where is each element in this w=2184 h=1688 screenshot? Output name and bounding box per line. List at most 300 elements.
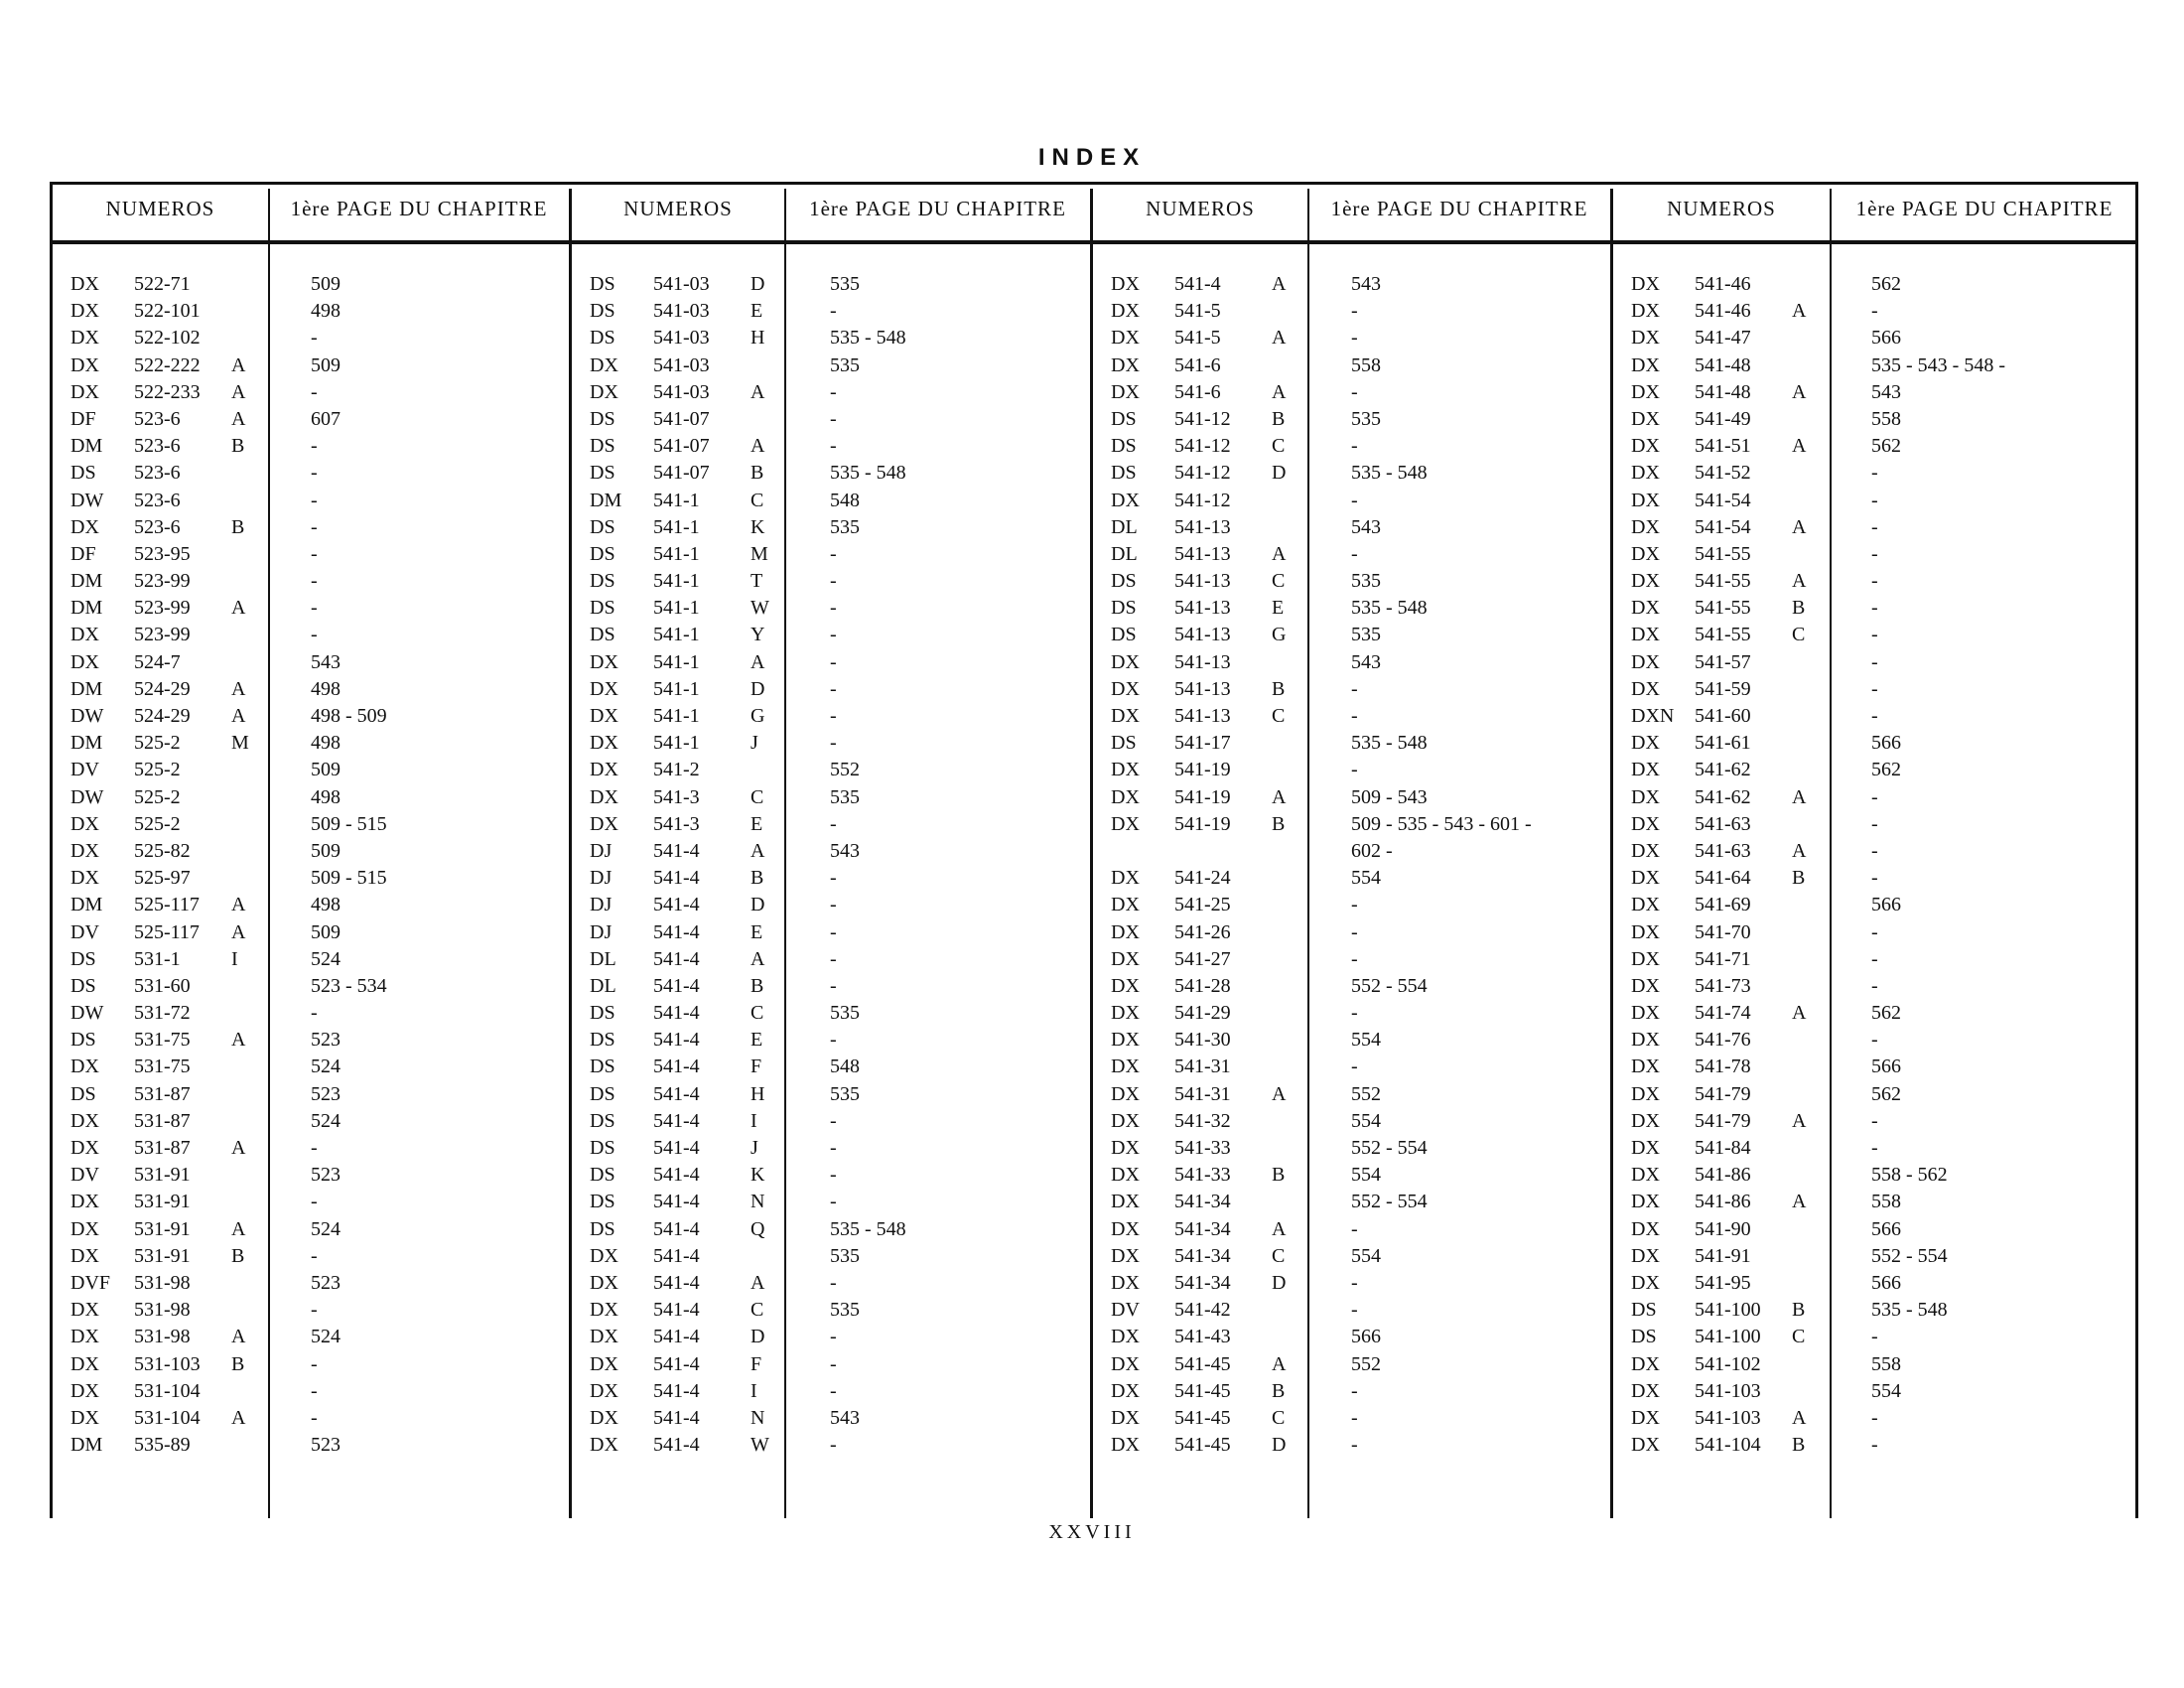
series-prefix: DX — [590, 705, 618, 727]
series-prefix: DF — [70, 407, 96, 430]
index-column-3 — [1093, 271, 1619, 1512]
chapter-page: - — [311, 570, 318, 593]
series-prefix: DX — [70, 1379, 99, 1402]
part-number: 541-51 — [1695, 435, 1751, 458]
chapter-page: - — [830, 920, 837, 943]
part-number: 541-12 — [1174, 489, 1231, 511]
part-number: 541-24 — [1174, 867, 1231, 890]
chapter-page: - — [1871, 1109, 1878, 1132]
chapter-page: - — [830, 1271, 837, 1294]
part-number: 541-1 — [653, 732, 700, 755]
part-suffix: C — [1792, 624, 1806, 646]
chapter-page: 535 — [830, 785, 860, 808]
chapter-page: - — [1351, 705, 1358, 727]
part-suffix: A — [1792, 785, 1807, 808]
series-prefix: DX — [590, 1244, 618, 1267]
part-number: 541-71 — [1695, 947, 1751, 970]
part-number: 541-12 — [1174, 435, 1231, 458]
chapter-page: 558 - 562 — [1871, 1164, 1948, 1187]
series-prefix: DX — [70, 1055, 99, 1078]
part-suffix: G — [1272, 624, 1287, 646]
chapter-page: 524 — [311, 947, 341, 970]
part-suffix: E — [1272, 597, 1285, 620]
index-row — [53, 919, 579, 946]
part-number: 541-59 — [1695, 677, 1751, 700]
index-row — [1093, 1081, 1619, 1108]
part-suffix: N — [751, 1191, 765, 1213]
chapter-page: 562 — [1871, 273, 1901, 295]
index-row — [53, 865, 579, 892]
chapter-page: 535 - 548 — [830, 462, 906, 485]
part-number: 541-4 — [653, 894, 700, 916]
index-row — [1613, 973, 2139, 1000]
part-suffix: A — [1792, 570, 1807, 593]
part-suffix: B — [1272, 407, 1286, 430]
series-prefix: DX — [70, 839, 99, 862]
index-row — [53, 433, 579, 460]
series-prefix: DVF — [70, 1271, 111, 1294]
page-title: INDEX — [1037, 144, 1147, 171]
series-prefix: DX — [1631, 677, 1660, 700]
part-suffix: A — [231, 677, 246, 700]
part-number: 541-4 — [653, 1109, 700, 1132]
index-row — [1093, 488, 1619, 514]
series-prefix: DM — [70, 677, 103, 700]
index-row — [1093, 1324, 1619, 1350]
index-row — [53, 622, 579, 648]
series-prefix: DX — [1631, 650, 1660, 673]
part-suffix: A — [751, 1271, 765, 1294]
part-suffix: E — [751, 1029, 763, 1052]
series-prefix: DS — [590, 435, 615, 458]
part-number: 541-45 — [1174, 1434, 1231, 1457]
index-row — [53, 946, 579, 973]
series-prefix: DS — [1111, 435, 1137, 458]
chapter-page: - — [1351, 1434, 1358, 1457]
chapter-page: - — [830, 677, 837, 700]
part-number: 522-71 — [134, 273, 191, 295]
chapter-page: - — [311, 1191, 318, 1213]
chapter-page: - — [830, 1379, 837, 1402]
series-prefix: DX — [1111, 353, 1140, 376]
index-row — [1093, 1243, 1619, 1270]
index-row — [1613, 595, 2139, 622]
chapter-page: 558 — [1871, 407, 1901, 430]
series-prefix: DX — [1631, 273, 1660, 295]
part-suffix: C — [751, 785, 764, 808]
part-number: 541-6 — [1174, 353, 1221, 376]
chapter-page: 509 - 515 — [311, 867, 387, 890]
chapter-page: 552 — [830, 759, 860, 781]
series-prefix: DX — [1631, 597, 1660, 620]
index-row — [53, 352, 579, 379]
part-number: 541-13 — [1174, 624, 1231, 646]
part-number: 541-90 — [1695, 1217, 1751, 1240]
index-row — [53, 811, 579, 838]
index-row — [53, 488, 579, 514]
series-prefix: DM — [70, 435, 103, 458]
series-prefix: DX — [70, 1352, 99, 1375]
chapter-page: - — [1351, 542, 1358, 565]
index-row — [53, 838, 579, 865]
part-number: 541-03 — [653, 327, 710, 350]
chapter-page: - — [830, 624, 837, 646]
series-prefix: DX — [1631, 542, 1660, 565]
header-page: 1ère PAGE DU CHAPITRE — [809, 197, 1066, 220]
part-number: 541-3 — [653, 785, 700, 808]
part-suffix: D — [1272, 1434, 1287, 1457]
chapter-page: - — [311, 1352, 318, 1375]
chapter-page: 566 — [1351, 1326, 1381, 1348]
part-suffix: B — [231, 1244, 245, 1267]
chapter-page: - — [311, 327, 318, 350]
part-suffix: C — [751, 1002, 764, 1025]
index-row — [53, 1027, 579, 1054]
chapter-page: 535 — [1351, 407, 1381, 430]
chapter-page: - — [1871, 300, 1878, 323]
index-row — [1613, 514, 2139, 541]
index-row — [1613, 541, 2139, 568]
part-suffix: J — [751, 1137, 758, 1159]
part-number: 541-2 — [653, 759, 700, 781]
series-prefix: DX — [1631, 1352, 1660, 1375]
chapter-page: - — [1351, 677, 1358, 700]
index-row — [1093, 1054, 1619, 1080]
chapter-page: 498 - 509 — [311, 705, 387, 727]
part-number: 541-46 — [1695, 300, 1751, 323]
part-suffix: B — [1792, 597, 1806, 620]
series-prefix: DJ — [590, 920, 613, 943]
series-prefix: DX — [70, 273, 99, 295]
part-suffix: A — [1792, 1002, 1807, 1025]
chapter-page: - — [1871, 542, 1878, 565]
index-row — [1613, 1351, 2139, 1378]
part-number: 541-54 — [1695, 489, 1751, 511]
series-prefix: DL — [1111, 542, 1138, 565]
chapter-page: 543 — [1351, 273, 1381, 295]
part-number: 541-13 — [1174, 650, 1231, 673]
part-number: 541-12 — [1174, 407, 1231, 430]
header-page: 1ère PAGE DU CHAPITRE — [1855, 197, 2114, 220]
chapter-page: - — [1871, 920, 1878, 943]
series-prefix: DX — [590, 785, 618, 808]
part-suffix: G — [751, 705, 765, 727]
chapter-page: - — [1351, 1379, 1358, 1402]
series-prefix: DS — [590, 597, 615, 620]
series-prefix: DX — [1111, 1191, 1140, 1213]
index-row — [53, 1324, 579, 1350]
series-prefix: DS — [590, 1109, 615, 1132]
chapter-page: - — [830, 542, 837, 565]
chapter-page: - — [1871, 462, 1878, 485]
part-number: 541-33 — [1174, 1137, 1231, 1159]
series-prefix: DX — [1111, 1271, 1140, 1294]
series-prefix: DX — [70, 1217, 99, 1240]
part-suffix: C — [1272, 570, 1286, 593]
series-prefix: DX — [1631, 1082, 1660, 1105]
part-number: 525-2 — [134, 812, 181, 835]
index-row — [572, 1351, 1098, 1378]
series-prefix: DS — [590, 1164, 615, 1187]
index-row — [53, 676, 579, 703]
part-number: 541-4 — [653, 1434, 700, 1457]
chapter-page: - — [830, 435, 837, 458]
chapter-page: - — [1871, 867, 1878, 890]
part-number: 523-6 — [134, 489, 181, 511]
index-row — [572, 1108, 1098, 1135]
chapter-page: - — [830, 380, 837, 403]
part-number: 541-47 — [1695, 327, 1751, 350]
chapter-page: - — [1351, 759, 1358, 781]
chapter-page: - — [311, 1406, 318, 1429]
index-row — [572, 595, 1098, 622]
part-number: 541-4 — [653, 1352, 700, 1375]
series-prefix: DX — [70, 1191, 99, 1213]
index-row — [1613, 568, 2139, 595]
index-row — [572, 568, 1098, 595]
chapter-page: 535 — [830, 1244, 860, 1267]
series-prefix: DS — [1111, 597, 1137, 620]
index-row — [1093, 1432, 1619, 1459]
index-row — [572, 1135, 1098, 1162]
chapter-page: 523 — [311, 1164, 341, 1187]
chapter-page: 523 — [311, 1434, 341, 1457]
chapter-page: 535 - 548 — [830, 327, 906, 350]
part-number: 531-98 — [134, 1271, 191, 1294]
chapter-page: 523 — [311, 1029, 341, 1052]
chapter-page: 566 — [1871, 894, 1901, 916]
chapter-page: 523 — [311, 1271, 341, 1294]
series-prefix: DX — [1631, 1379, 1660, 1402]
index-row — [53, 1297, 579, 1324]
series-prefix: DS — [590, 407, 615, 430]
header-numeros: NUMEROS — [1146, 197, 1255, 220]
series-prefix: DX — [1111, 380, 1140, 403]
series-prefix: DS — [590, 462, 615, 485]
chapter-page: 548 — [830, 489, 860, 511]
index-row — [572, 1297, 1098, 1324]
index-row — [572, 1162, 1098, 1189]
part-suffix: C — [1272, 1406, 1286, 1429]
part-suffix: B — [1792, 1299, 1806, 1322]
index-row — [1613, 488, 2139, 514]
series-prefix: DX — [1631, 515, 1660, 538]
index-row — [1093, 433, 1619, 460]
part-number: 523-95 — [134, 542, 191, 565]
part-suffix: A — [1792, 1191, 1807, 1213]
part-suffix: A — [1792, 839, 1807, 862]
part-suffix: H — [751, 327, 765, 350]
part-suffix: A — [751, 650, 765, 673]
index-row — [572, 1000, 1098, 1027]
chapter-page: - — [1871, 515, 1878, 538]
chapter-page: - — [1351, 327, 1358, 350]
index-column-4 — [1613, 271, 2139, 1512]
part-suffix: D — [1272, 462, 1287, 485]
chapter-page: 535 — [1351, 624, 1381, 646]
series-prefix: DX — [590, 1326, 618, 1348]
series-prefix: DS — [590, 1217, 615, 1240]
part-number: 541-84 — [1695, 1137, 1751, 1159]
index-row — [1093, 541, 1619, 568]
chapter-page: 566 — [1871, 1271, 1901, 1294]
part-number: 541-60 — [1695, 705, 1751, 727]
series-prefix: DX — [1631, 380, 1660, 403]
series-prefix: DX — [1111, 947, 1140, 970]
chapter-page: 535 — [830, 1299, 860, 1322]
chapter-page: 554 — [1871, 1379, 1901, 1402]
part-suffix: C — [751, 489, 764, 511]
index-row — [1093, 1270, 1619, 1297]
series-prefix: DX — [1631, 1217, 1660, 1240]
part-number: 522-233 — [134, 380, 201, 403]
series-prefix: DX — [1631, 1029, 1660, 1052]
series-prefix: DX — [1111, 1164, 1140, 1187]
series-prefix: DS — [590, 1029, 615, 1052]
chapter-page: - — [830, 1109, 837, 1132]
part-number: 541-03 — [653, 353, 710, 376]
index-row — [1613, 919, 2139, 946]
index-row — [1613, 1297, 2139, 1324]
chapter-page: - — [1351, 380, 1358, 403]
series-prefix: DX — [1631, 759, 1660, 781]
part-number: 541-1 — [653, 489, 700, 511]
index-row — [1093, 919, 1619, 946]
series-prefix: DXN — [1631, 705, 1675, 727]
part-suffix: C — [1792, 1326, 1806, 1348]
part-number: 541-25 — [1174, 894, 1231, 916]
series-prefix: DX — [590, 1434, 618, 1457]
part-number: 541-45 — [1174, 1352, 1231, 1375]
part-number: 541-64 — [1695, 867, 1751, 890]
part-number: 541-48 — [1695, 353, 1751, 376]
part-suffix: Q — [751, 1217, 765, 1240]
part-suffix: A — [231, 597, 246, 620]
chapter-page: - — [1871, 812, 1878, 835]
index-row — [1093, 514, 1619, 541]
part-number: 524-29 — [134, 677, 191, 700]
index-row — [1093, 1405, 1619, 1432]
part-number: 541-78 — [1695, 1055, 1751, 1078]
index-row — [572, 488, 1098, 514]
part-number: 531-103 — [134, 1352, 201, 1375]
index-row — [572, 433, 1098, 460]
series-prefix: DX — [1111, 759, 1140, 781]
index-row — [1613, 298, 2139, 325]
index-row — [53, 1108, 579, 1135]
part-number: 541-49 — [1695, 407, 1751, 430]
part-number: 541-34 — [1174, 1244, 1231, 1267]
series-prefix: DS — [1111, 732, 1137, 755]
chapter-page: 498 — [311, 300, 341, 323]
index-row — [1093, 298, 1619, 325]
part-number: 541-1 — [653, 705, 700, 727]
series-prefix: DX — [1631, 1191, 1660, 1213]
part-number: 541-26 — [1174, 920, 1231, 943]
chapter-page: - — [830, 1029, 837, 1052]
part-suffix: B — [751, 974, 764, 997]
part-number: 541-4 — [653, 1271, 700, 1294]
chapter-page: 543 — [311, 650, 341, 673]
chapter-page: - — [1871, 1326, 1878, 1348]
index-row — [1613, 1324, 2139, 1350]
part-suffix: I — [231, 947, 238, 970]
part-number: 523-6 — [134, 462, 181, 485]
chapter-page: 535 - 548 — [1351, 597, 1428, 620]
part-suffix: E — [751, 920, 763, 943]
part-number: 541-13 — [1174, 542, 1231, 565]
series-prefix: DV — [70, 759, 99, 781]
index-row — [572, 892, 1098, 918]
part-number: 541-4 — [653, 920, 700, 943]
part-suffix: A — [1272, 1352, 1287, 1375]
index-row — [572, 298, 1098, 325]
part-number: 531-104 — [134, 1379, 201, 1402]
part-number: 541-31 — [1174, 1082, 1231, 1105]
part-number: 541-52 — [1695, 462, 1751, 485]
index-row — [1093, 757, 1619, 783]
chapter-page: - — [1351, 894, 1358, 916]
series-prefix: DX — [1631, 1055, 1660, 1078]
index-row — [572, 325, 1098, 352]
part-suffix: A — [231, 1326, 246, 1348]
index-row — [572, 1189, 1098, 1215]
index-row — [53, 298, 579, 325]
series-prefix: DX — [1631, 353, 1660, 376]
series-prefix: DX — [1631, 1271, 1660, 1294]
index-row — [1093, 1027, 1619, 1054]
chapter-page: - — [830, 300, 837, 323]
chapter-page: 543 — [830, 839, 860, 862]
part-suffix: A — [1272, 273, 1287, 295]
series-prefix: DX — [1631, 1002, 1660, 1025]
series-prefix: DX — [1111, 327, 1140, 350]
index-row — [572, 1378, 1098, 1405]
part-number: 541-4 — [653, 1299, 700, 1322]
series-prefix: DS — [590, 515, 615, 538]
part-suffix: W — [751, 597, 769, 620]
chapter-page: 509 — [311, 273, 341, 295]
chapter-page: - — [1351, 920, 1358, 943]
index-row — [53, 460, 579, 487]
index-row — [1093, 892, 1619, 918]
part-number: 541-4 — [653, 1326, 700, 1348]
series-prefix: DX — [590, 650, 618, 673]
chapter-page: - — [1351, 1055, 1358, 1078]
chapter-page: - — [1351, 1002, 1358, 1025]
part-number: 541-76 — [1695, 1029, 1751, 1052]
part-number: 541-1 — [653, 570, 700, 593]
series-prefix: DX — [1111, 1217, 1140, 1240]
part-number: 541-13 — [1174, 705, 1231, 727]
series-prefix: DL — [1111, 515, 1138, 538]
index-row — [1613, 1054, 2139, 1080]
index-row — [1613, 1162, 2139, 1189]
index-row — [572, 784, 1098, 811]
series-prefix: DX — [1111, 677, 1140, 700]
chapter-page: 566 — [1871, 732, 1901, 755]
series-prefix: DS — [590, 570, 615, 593]
series-prefix: DX — [1631, 894, 1660, 916]
part-suffix: N — [751, 1406, 765, 1429]
index-row — [1093, 1000, 1619, 1027]
index-row — [572, 757, 1098, 783]
series-prefix: DX — [1111, 867, 1140, 890]
chapter-page: 498 — [311, 894, 341, 916]
series-prefix: DX — [1631, 974, 1660, 997]
series-prefix: DX — [1631, 947, 1660, 970]
chapter-page: 498 — [311, 732, 341, 755]
